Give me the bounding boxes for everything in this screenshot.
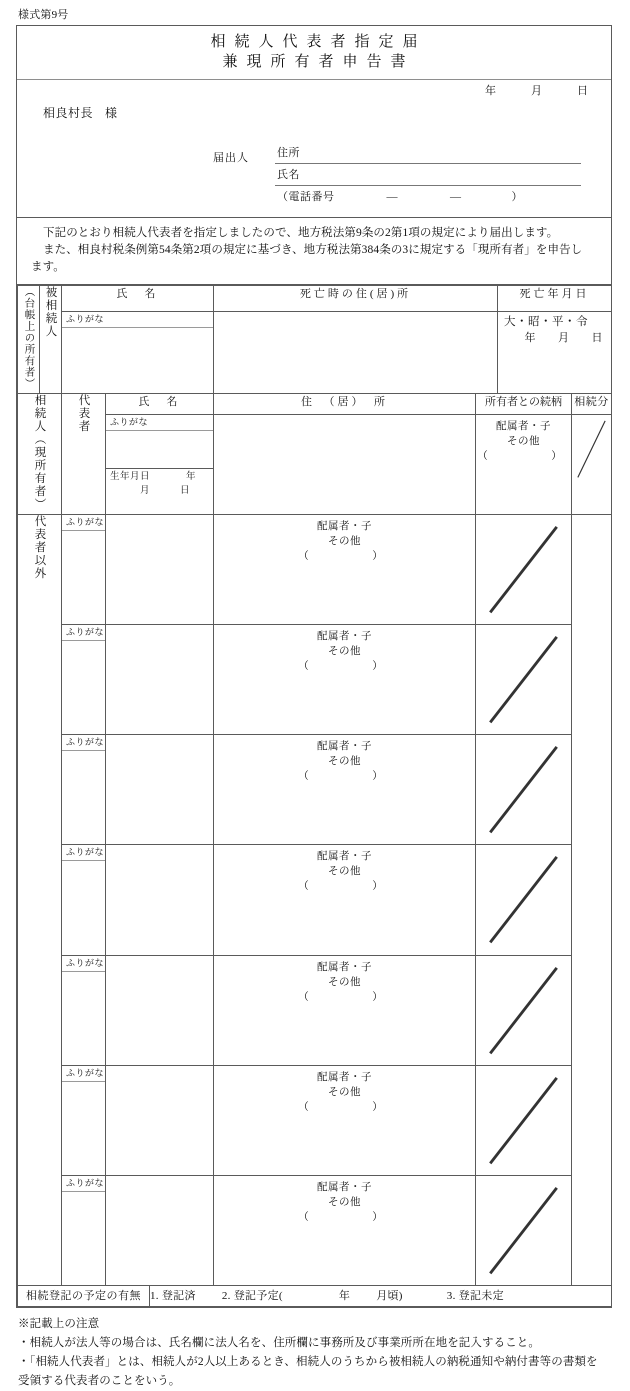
heir-name-cell[interactable] [62,845,106,955]
addressee [43,105,611,121]
representative-relation-other-input[interactable]: （ ） [477,450,570,462]
deceased-table [17,285,612,394]
heir-relation-option-1[interactable]: 配属者・子 [317,630,372,642]
addressee-name: 相良村長 [43,106,94,120]
representative-birth-row[interactable] [106,468,213,499]
diagonal-line-icon [476,1066,571,1175]
other-heirs-rows [18,514,612,1286]
representative-share-cell[interactable] [572,414,612,514]
heir-row [18,624,612,734]
deceased-address-cell[interactable] [214,312,498,393]
representative-relation-cell[interactable] [476,414,572,514]
submitter-tel-field[interactable] [275,186,581,207]
heir-relation-option-2[interactable]: その他 [328,645,361,657]
note-item-3: 受領する代表者のことをいう。 [18,1375,181,1388]
diagonal-line-icon [572,415,611,483]
heir-furigana-label: ふりがな [62,845,105,861]
statement-line-2: また、相良村税条例第54条第2項の規定に基づき、地方税法第384条の3に規定する「現所有者」を申告し [43,244,583,256]
heir-name-cell[interactable] [62,955,106,1065]
heir-name-cell[interactable] [62,1176,106,1286]
heirs-vertical-label-others: 代表者以外 [18,514,62,1286]
representative-relation-option-1[interactable]: 配属者・子 [496,420,551,432]
deceased-death-date-cell[interactable] [498,312,612,393]
heir-relation-option-1[interactable]: 配属者・子 [317,1182,372,1193]
deceased-header-row [18,286,612,312]
notes-block [16,1315,614,1391]
representative-birth-month: 月 [140,485,151,496]
addressee-honorific: 様 [105,106,118,120]
representative-row [18,414,612,514]
notes-heading: ※記載上の注意 [18,1318,100,1331]
heir-row [18,955,612,1065]
submitter-name-field[interactable] [275,164,581,186]
form-number: 様式第9号 [18,9,69,21]
diagonal-line-icon [476,956,571,1065]
diagonal-line-icon [476,625,571,734]
heir-address-cell[interactable] [106,1065,214,1175]
representative-relation-option-2[interactable]: その他 [507,435,540,447]
submission-date-line [17,84,611,99]
heir-name-cell[interactable] [62,735,106,845]
date-year-label: 年 [485,85,497,97]
deceased-date-month: 月 [558,332,570,345]
heir-address-cell[interactable] [106,624,214,734]
heir-address-cell[interactable] [106,955,214,1065]
heir-relation-other-input[interactable]: （ ） [298,991,391,1003]
deceased-value-row [18,312,612,393]
heir-furigana-label: ふりがな [62,515,105,531]
heir-name-input[interactable] [62,1192,105,1221]
heir-relation-cell[interactable] [214,514,476,624]
heir-address-cell[interactable] [106,514,214,624]
heir-name-cell[interactable] [62,624,106,734]
deceased-col-death-date-header: 死亡年月日 [498,286,612,312]
registration-month: 月頃) [376,1290,403,1303]
heir-relation-option-1[interactable]: 配属者・子 [317,961,372,973]
heir-relation-option-2[interactable]: その他 [328,976,361,988]
heir-relation-option-2[interactable]: その他 [328,1197,361,1208]
diagonal-line-icon [476,845,571,954]
header-block [17,80,611,218]
heirs-col-address-header: 住 （居） 所 [214,393,476,414]
heir-row [18,1065,612,1175]
heir-relation-option-2[interactable]: その他 [328,756,361,767]
note-item-2: ・「相続人代表者」とは、相続人が2人以上あるとき、相続人のうちから被相続人の納税通知や納付書等の書類を [18,1356,598,1369]
deceased-furigana-label: ふりがな [62,312,213,328]
heir-relation-cell[interactable] [214,1176,476,1286]
heir-relation-cell[interactable] [214,624,476,734]
heir-relation-cell[interactable] [214,735,476,845]
heir-furigana-label: ふりがな [62,625,105,641]
heir-name-input[interactable] [62,531,105,560]
heir-relation-other-input[interactable]: （ ） [298,660,391,672]
legal-statement [17,218,611,285]
note-item-1: ・相続人が法人等の場合は、氏名欄に法人名を、住所欄に事務所及び事業所所在地を記入すること。 [18,1337,540,1350]
submitter-tel-label: （電話番号 [277,191,335,203]
heir-relation-other-input[interactable]: （ ） [298,1212,391,1223]
registration-option-1[interactable]: 1. 登記済 [150,1290,196,1303]
registration-option-3[interactable]: 3. 登記未定 [446,1290,504,1303]
representative-furigana-label: ふりがな [106,415,213,431]
heir-row [18,735,612,845]
heir-relation-other-input[interactable]: （ ） [298,1101,391,1113]
deceased-col-name-header: 氏 名 [62,286,214,312]
submitter-name-label: 氏名 [277,169,300,181]
deceased-vertical-label-outer: （台帳上の所有者） [18,286,40,394]
heir-furigana-label: ふりがな [62,1066,105,1082]
deceased-date-day: 日 [591,332,603,345]
heirs-table [17,393,612,1287]
heir-relation-other-input[interactable]: （ ） [298,771,391,782]
registration-table [17,1285,612,1307]
heir-relation-option-1[interactable]: 配属者・子 [317,520,372,532]
representative-birth-year: 年 [186,471,197,482]
heir-relation-option-2[interactable]: その他 [328,535,361,547]
heir-name-input[interactable] [62,861,105,890]
heirs-col-name-header: 氏 名 [106,393,214,414]
heir-row [18,845,612,955]
heirs-header-row [18,393,612,414]
heir-relation-option-1[interactable]: 配属者・子 [317,851,372,863]
heir-name-input[interactable] [62,1082,105,1111]
deceased-name-cell[interactable] [62,312,214,393]
form-title-line-2: 兼現所有者申告書 [222,54,415,70]
heir-relation-other-input[interactable]: （ ） [298,550,391,562]
heir-share-cell[interactable] [476,624,572,734]
heir-share-cell[interactable] [476,514,572,624]
submitter-address-label: 住所 [277,147,300,159]
registration-label: 相続登記の予定の有無 [18,1286,150,1307]
heirs-col-share-header: 相続分 [572,393,612,414]
deceased-date-fields[interactable] [498,331,611,348]
heir-furigana-label: ふりがな [62,735,105,751]
submitter-label: 届出人 [213,152,249,164]
deceased-name-input[interactable] [62,328,213,366]
heir-share-cell[interactable] [476,845,572,955]
heir-share-cell[interactable] [476,955,572,1065]
heir-relation-option-1[interactable]: 配属者・子 [317,1071,372,1083]
title-block [17,26,611,80]
heir-address-cell[interactable] [106,735,214,845]
registration-year: 年 [338,1290,351,1303]
deceased-vertical-label-inner: 被相続人 [40,286,62,394]
deceased-era-options[interactable]: 大・昭・平・令 [504,316,588,329]
deceased-date-year: 年 [524,332,536,345]
heir-row [18,514,612,624]
diagonal-line-icon [476,515,571,624]
tel-paren-close: ） [511,191,523,203]
registration-options[interactable] [150,1286,612,1307]
heir-furigana-label: ふりがな [62,1176,105,1192]
diagonal-line-icon [476,1176,571,1285]
date-month-label: 月 [531,85,543,97]
heir-relation-cell[interactable] [214,845,476,955]
registration-option-2[interactable]: 2. 登記予定( [221,1290,283,1303]
diagonal-line-icon [476,735,571,844]
heir-name-input[interactable] [62,641,105,670]
deceased-col-address-header: 死亡時の住(居)所 [214,286,498,312]
heir-address-cell[interactable] [106,845,214,955]
heirs-vertical-label-outer: 相続人（現所有者） [18,393,62,514]
statement-line-1: 下記のとおり相続人代表者を指定しましたので、地方税法第9条の2第1項の規定により届出します。 [43,227,559,239]
representative-birth-label: 生年月日 [110,471,151,482]
heir-row [18,1176,612,1286]
form-frame [16,25,612,1308]
representative-birth-day: 日 [180,485,191,496]
submitter-block [17,142,611,207]
representative-name-input[interactable] [106,431,213,468]
heir-name-input[interactable] [62,751,105,780]
heir-share-cell[interactable] [476,1065,572,1175]
heir-share-cell[interactable] [476,1176,572,1286]
heir-share-cell[interactable] [476,735,572,845]
heir-furigana-label: ふりがな [62,956,105,972]
date-day-label: 日 [577,85,589,97]
statement-line-3: ます。 [31,261,65,273]
registration-row [18,1286,612,1307]
submitter-address-field[interactable] [275,142,581,164]
heir-name-cell[interactable] [62,1065,106,1175]
submitter-fields [275,142,611,207]
heir-relation-option-1[interactable]: 配属者・子 [317,741,372,752]
heir-relation-option-2[interactable]: その他 [328,1086,361,1098]
heir-relation-cell[interactable] [214,955,476,1065]
heir-relation-option-2[interactable]: その他 [328,866,361,878]
heirs-col-relation-header: 所有者との続柄 [476,393,572,414]
representative-address-cell[interactable] [214,414,476,514]
heir-relation-cell[interactable] [214,1065,476,1175]
heir-address-cell[interactable] [106,1176,214,1286]
heir-relation-other-input[interactable]: （ ） [298,881,391,893]
heir-name-input[interactable] [62,972,105,1001]
heir-name-cell[interactable] [62,514,106,624]
form-title-line-1: 相続人代表者指定届 [210,34,427,50]
heirs-vertical-label-representative: 代表者 [62,393,106,514]
representative-name-cell[interactable] [106,414,214,514]
tel-dash-1: ― [386,191,398,203]
tel-dash-2: ― [450,191,462,203]
